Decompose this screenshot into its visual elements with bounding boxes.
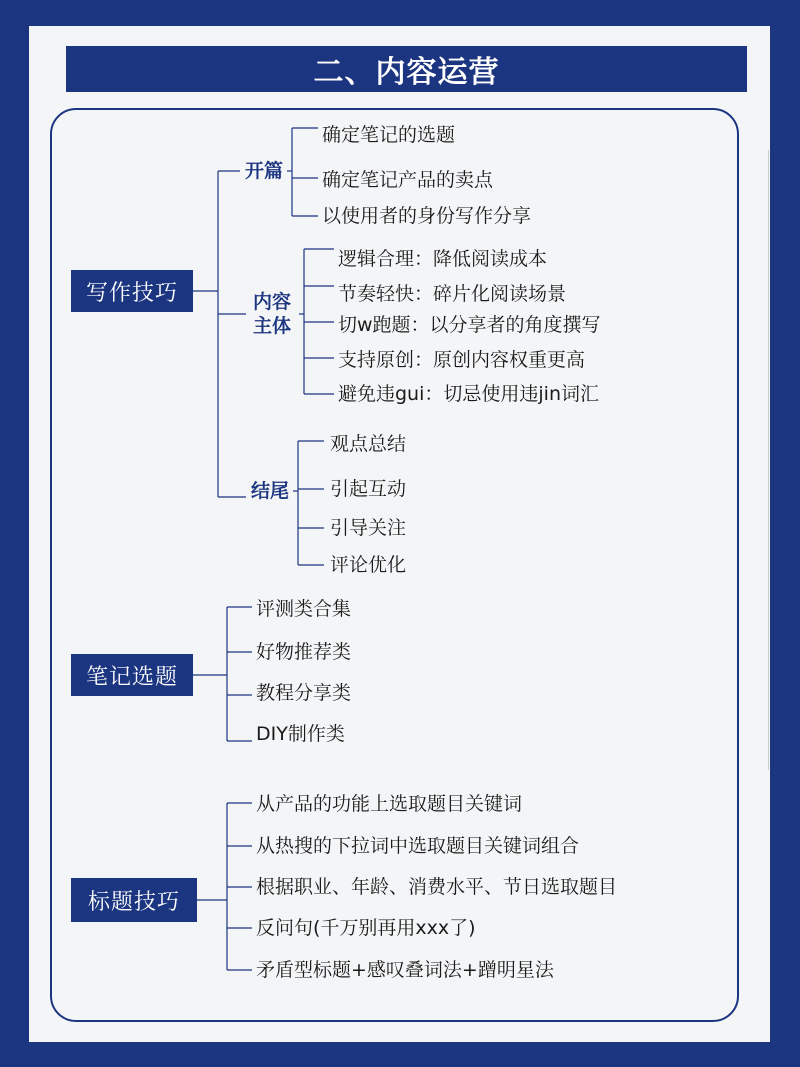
subgroup-label-line: 内容: [252, 291, 291, 313]
list-item: 支持原创：原创内容权重更高: [338, 349, 586, 371]
subgroup-label-line: 主体: [252, 315, 291, 337]
list-item: 引导关注: [330, 517, 407, 539]
subgroup-main-body: [246, 290, 298, 338]
list-item: 矛盾型标题+感叹叠词法+蹭明星法: [256, 959, 554, 981]
list-item: 从产品的功能上选取题目关键词: [256, 793, 523, 815]
list-item: 确定笔记产品的卖点: [322, 169, 494, 191]
subgroup-ending: 结尾: [250, 480, 289, 502]
list-item: 评论优化: [330, 554, 407, 576]
list-item: 以使用者的身份写作分享: [322, 205, 532, 227]
subgroup-opening: 开篇: [244, 160, 283, 182]
list-item: 根据职业、年龄、消费水平、节日选取题目: [256, 876, 618, 898]
list-item: 好物推荐类: [256, 641, 352, 663]
list-item: 观点总结: [330, 433, 407, 455]
list-item: 确定笔记的选题: [322, 124, 456, 146]
page-title: 二、内容运营: [66, 46, 747, 92]
list-item: 评测类合集: [256, 598, 352, 620]
list-item: 避免违gui：切忌使用违jin词汇: [338, 383, 599, 405]
category-note-topics: 笔记选题: [71, 654, 193, 696]
list-item: 逻辑合理：降低阅读成本: [338, 248, 548, 270]
category-writing-skills: 写作技巧: [71, 270, 193, 312]
category-title-skills: 标题技巧: [71, 878, 197, 922]
list-item: 切w跑题：以分享者的角度撰写: [338, 314, 601, 336]
list-item: 教程分享类: [256, 682, 352, 704]
list-item: 引起互动: [330, 478, 407, 500]
list-item: 反问句(千万别再用xxx了): [256, 917, 476, 939]
list-item: 节奏轻快：碎片化阅读场景: [338, 283, 567, 305]
list-item: 从热搜的下拉词中选取题目关键词组合: [256, 835, 580, 857]
list-item: DIY制作类: [256, 723, 345, 745]
